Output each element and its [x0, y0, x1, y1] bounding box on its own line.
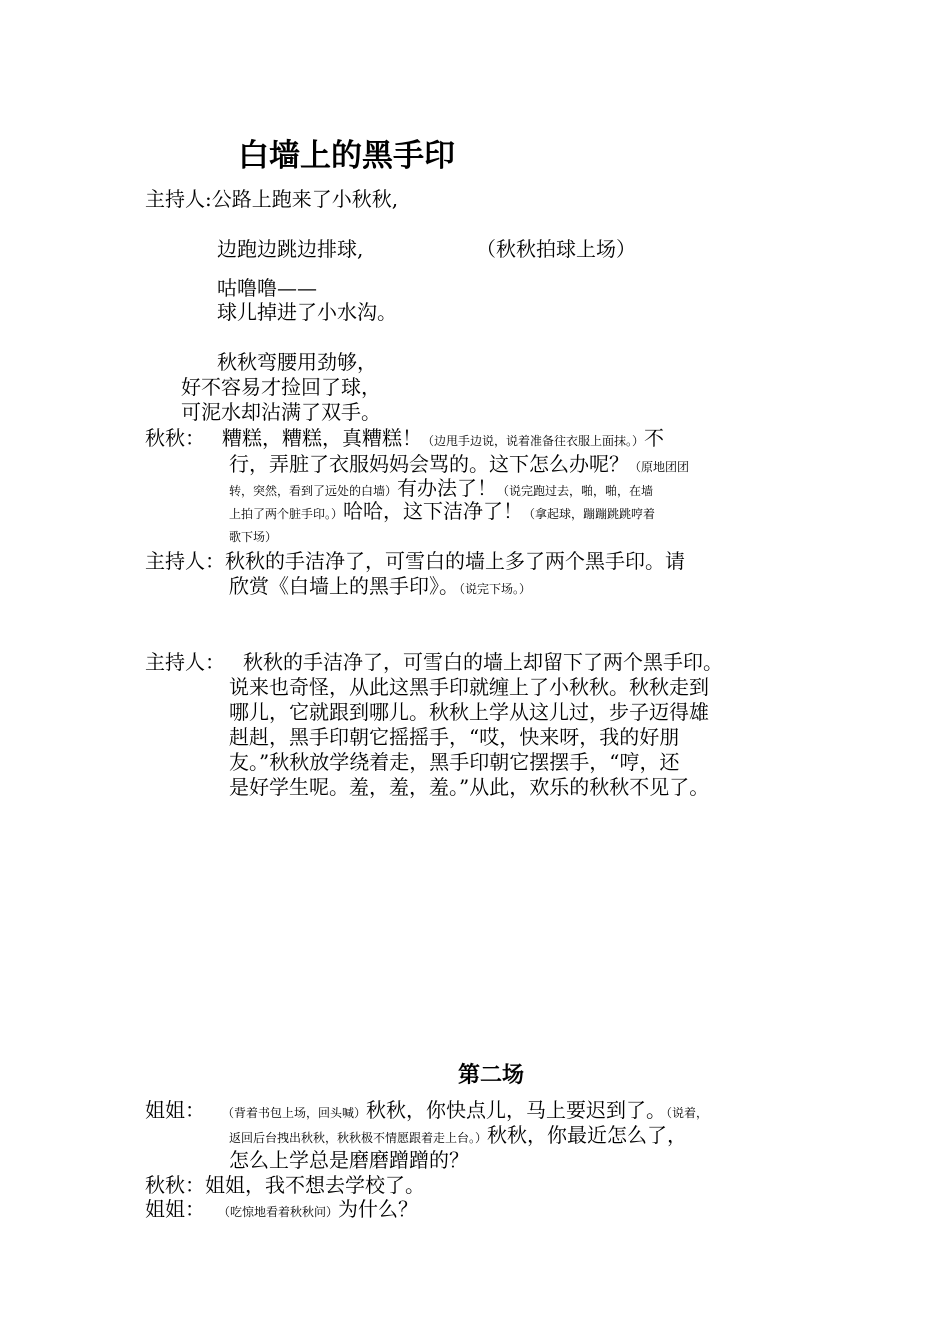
stage-direction: （背着书包上场，回头喊） — [222, 1106, 367, 1120]
dialogue-line — [229, 1123, 687, 1150]
dialogue-line: 怎么上学总是磨磨蹭蹭的？ — [229, 1148, 469, 1172]
dialogue-text: 行，弄脏了衣服妈妈会骂的。这下怎么办呢？ — [229, 452, 629, 476]
speaker-qiuqiu: 秋秋： — [145, 426, 205, 450]
dialogue-text: 哈哈，这下洁净了！ — [343, 499, 524, 523]
dialogue-line — [222, 1098, 708, 1125]
dialogue-text: 公路上跑来了小秋秋, — [211, 187, 399, 211]
narration-line: 赳赳，黑手印朝它摇摇手，“哎，快来呀，我的好朋 — [229, 725, 680, 749]
poem-line-6: 好不容易才捡回了球， — [181, 375, 381, 399]
stage-direction: 上拍了两个脏手印。） — [229, 507, 344, 521]
speaker-sister: 姐姐： — [145, 1197, 205, 1221]
stage-direction: （吃惊地看着秋秋问） — [218, 1205, 339, 1219]
stage-direction: （说完下场。） — [459, 582, 532, 596]
dialogue-line — [145, 1098, 205, 1122]
dialogue-text: 秋秋的手洁净了，可雪白的墙上多了两个黑手印。请 — [225, 549, 685, 573]
dialogue-text: 糟糕，糟糕，真糟糕！ — [222, 426, 422, 450]
dialogue-text: 为什么？ — [338, 1197, 419, 1221]
stage-direction: （拿起球，蹦蹦跳跳哼着 — [523, 507, 656, 521]
narration-line: 哪儿，它就跟到哪儿。秋秋上学从这儿过，步子迈得雄 — [229, 700, 709, 724]
dialogue-line — [229, 522, 277, 549]
speaker-qiuqiu: 秋秋： — [145, 1173, 205, 1197]
stage-direction: （边甩手边说，说着准备往衣服上面抹。） — [422, 434, 645, 448]
dialogue-text: 姐姐，我不想去学校了。 — [205, 1173, 425, 1197]
speaker-host: 主持人: — [145, 187, 212, 211]
dialogue-line — [222, 426, 664, 453]
dialogue-line — [229, 499, 655, 526]
poem-line-5: 秋秋弯腰用劲够， — [217, 350, 377, 374]
stage-direction: （说着， — [666, 1106, 709, 1120]
dialogue-text: 秋秋，你最近怎么了， — [487, 1123, 688, 1147]
dialogue-line — [145, 549, 685, 573]
stage-direction: （原地团团 — [629, 460, 690, 474]
poem-line-3: 咕噜噜—— — [217, 276, 317, 300]
dialogue-text: 不 — [644, 426, 665, 450]
dialogue-line — [145, 1197, 205, 1221]
scene-heading: 第二场 — [458, 1063, 525, 1088]
stage-direction: （秋秋拍球上场） — [476, 237, 636, 261]
stage-direction: 歌下场） — [229, 530, 278, 544]
dialogue-line — [145, 1173, 425, 1197]
narration-line: 是好学生呢。羞，羞，羞。”从此，欢乐的秋秋不见了。 — [229, 775, 710, 799]
speaker-sister: 姐姐： — [145, 1098, 205, 1122]
dialogue-line — [229, 452, 689, 479]
narration-line: 秋秋的手洁净了，可雪白的墙上却留下了两个黑手印。 — [243, 650, 723, 674]
stage-direction: 返回后台拽出秋秋，秋秋极不情愿跟着走上台。） — [229, 1131, 488, 1145]
poem-line-4: 球儿掉进了小水沟。 — [217, 300, 397, 324]
host-line-1 — [145, 187, 398, 211]
dialogue-text: 秋秋，你快点儿，马上要迟到了。 — [366, 1098, 667, 1122]
dialogue-text: 欣赏《白墙上的黑手印》。 — [229, 574, 459, 598]
speaker-host: 主持人： — [145, 650, 225, 674]
speaker-host: 主持人： — [145, 549, 225, 573]
dialogue-line — [218, 1197, 418, 1224]
stage-direction: 转，突然，看到了远处的白墙） — [229, 484, 398, 498]
narration-line: 说来也奇怪，从此这黑手印就缠上了小秋秋。秋秋走到 — [229, 675, 709, 699]
stage-direction: （说完跑过去，啪，啪，在墙 — [497, 484, 654, 498]
page-title: 白墙上的黑手印 — [238, 138, 455, 174]
dialogue-text: 有办法了！ — [397, 476, 498, 500]
poem-line-2: 边跑边跳边排球, — [217, 237, 364, 261]
dialogue-line — [229, 574, 531, 601]
narration-line: 友。”秋秋放学绕着走，黑手印朝它摆摆手，“哼，还 — [229, 750, 680, 774]
poem-line-7: 可泥水却沾满了双手。 — [181, 400, 381, 424]
